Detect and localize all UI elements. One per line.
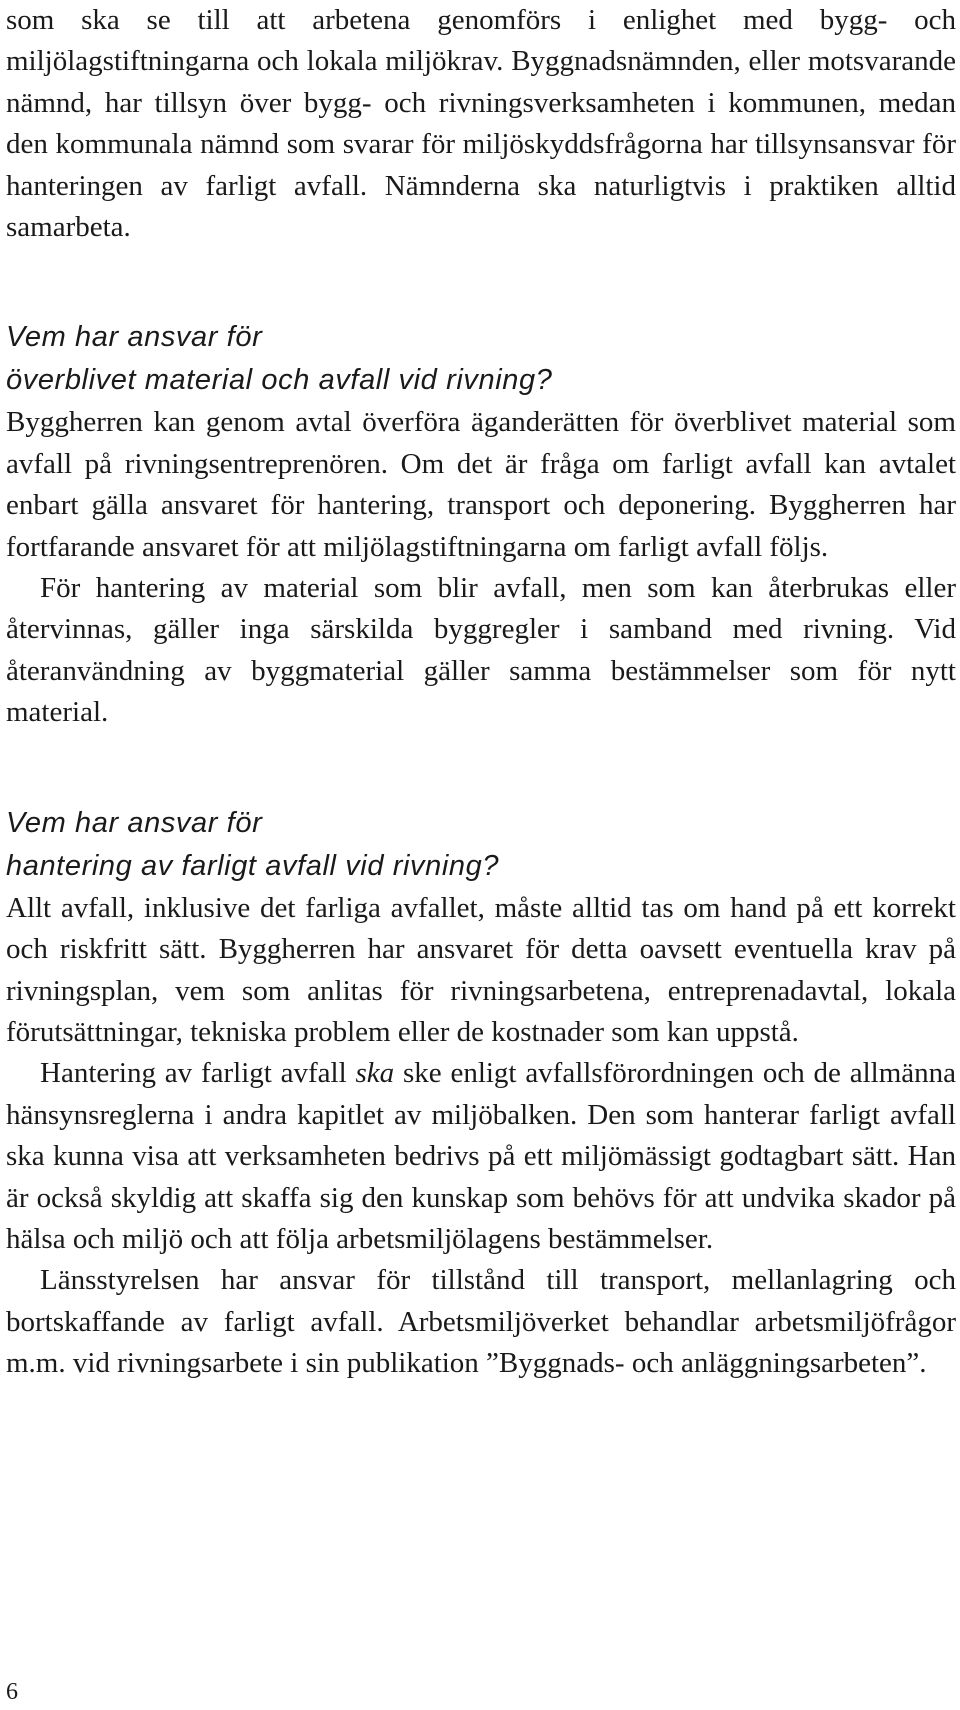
emphasis-ska: ska (355, 1057, 395, 1090)
paragraph-reuse-rules: För hantering av material som blir avfall, men som kan återbrukas eller återvinnas, gäller inga särskilda byggregler i samband med rivning. Vid återanvändning av byggmaterial gäller samma bestämmelser som för nytt material. (6, 572, 956, 729)
page-number: 6 (6, 1679, 18, 1705)
section-heading-material-line1: Vem har ansvar för (6, 321, 263, 354)
section-heading-hazardous-waste-line2: hantering av farligt avfall vid rivning? (6, 849, 500, 882)
waste-handling-text-part1: Hantering av farligt avfall (40, 1057, 356, 1090)
paragraph-client-responsibility: Allt avfall, inklusive det farliga avfallet, måste alltid tas om hand på ett korrekt och riskfritt sätt. Byggherren har ansvaret för detta oavsett eventuella krav på rivningsplan, vem som anlitas för rivningsarbetena, entreprenadavtal, lokala förutsättningar, tekniska problem eller de kostnader som kan uppstå. (6, 891, 956, 1048)
section-heading-hazardous-waste-line1: Vem har ansvar för (6, 806, 263, 839)
section-heading-material (6, 316, 956, 402)
paragraph-waste-handling-regulations (6, 1053, 956, 1260)
section-heading-material-line2: överblivet material och avfall vid rivning? (6, 364, 553, 397)
waste-handling-text-part2: ske enligt avfallsförordningen och de allmänna hänsynsreglerna i andra kapitlet av miljöbalken. Den som hanterar farligt avfall ska kunna visa att verksamheten bedrivs på ett miljömässigt godtagbart sätt. Han är också skyldig att skaffa sig den kunskap som behövs för att undvika skador på hälsa och miljö och att följa arbetsmiljölagens bestämmelser. (6, 1057, 956, 1255)
paragraph-authorities: Länsstyrelsen har ansvar för tillstånd till transport, mellanlagring och bortskaffande av farligt avfall. Arbetsmiljöverket behandlar arbetsmiljöfrågor m.m. vid rivningsarbete i sin publikation ”Byggnads- och anläggningsarbeten”. (6, 1264, 956, 1380)
document-page (6, 0, 956, 1385)
paragraph-ownership-transfer: Byggherren kan genom avtal överföra äganderätten för överblivet material som avfall på rivningsentreprenören. Om det är fråga om farligt avfall kan avtalet enbart gälla ansvaret för hantering, transport och deponering. Byggherren har fortfarande ansvaret för att miljölagstiftningarna om farligt avfall följs. (6, 406, 956, 563)
intro-paragraph: som ska se till att arbetena genomförs i enlighet med bygg- och miljölagstiftningarna och lokala miljökrav. Byggnadsnämnden, eller motsvarande nämnd, har tillsyn över bygg- och rivningsverksamheten i kommunen, medan den kommunala nämnd som svarar för miljöskyddsfrågorna har tillsynsansvar för hanteringen av farligt avfall. Nämnderna ska naturligtvis i praktiken alltid samarbeta. (6, 4, 956, 244)
section-heading-hazardous-waste (6, 802, 956, 888)
